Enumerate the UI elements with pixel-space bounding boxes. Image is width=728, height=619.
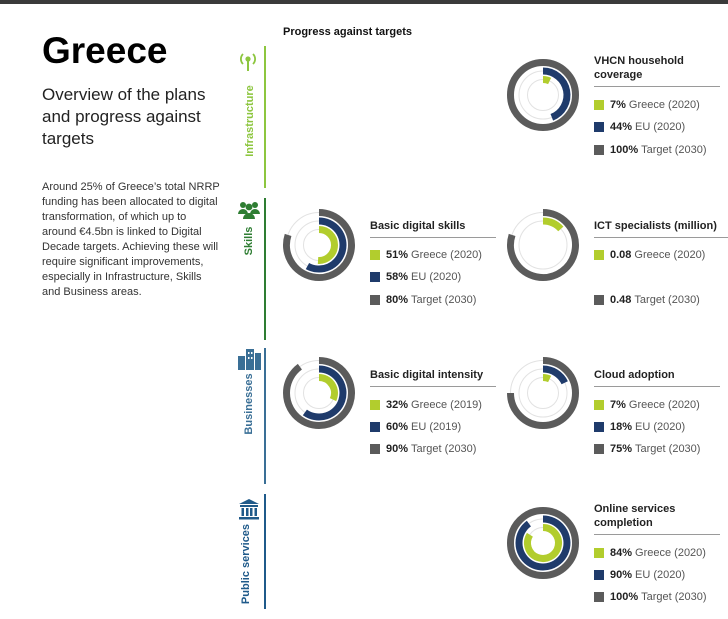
legend-label: Target (2030) [641, 591, 707, 603]
legend-label: EU (2020) [635, 421, 686, 433]
legend-value: 75% [610, 443, 633, 455]
legend-swatch-target [594, 295, 604, 305]
legend-eu [594, 121, 685, 133]
legend-country [370, 249, 482, 261]
legend-eu [370, 271, 461, 283]
chart-online-services [505, 505, 581, 581]
legend-label: EU (2020) [635, 569, 686, 581]
intro-paragraph: Around 25% of Greece’s total NRRP funding has been allocated to digital transformation, of which up to around €4.5bn is linked to Digital Decade targets. Achieving these will require significant improvements, especially in Infrastructure, Skills and Business areas. [42, 181, 220, 298]
category-label-infrastructure: Infrastructure [244, 85, 256, 157]
block-basic-digital-intensity [370, 368, 496, 455]
legend-swatch-country [594, 400, 604, 410]
chart-title: Online services completion [594, 503, 676, 529]
legend-country [594, 547, 706, 559]
ring-arc-greece [543, 378, 550, 379]
category-label-businesses: Businesses [243, 373, 255, 435]
category-rule-businesses [264, 348, 266, 484]
legend-value: 44% [610, 121, 633, 133]
legend-value: 100% [610, 591, 639, 603]
category-rule-public-services [264, 494, 266, 609]
title-divider [594, 534, 720, 535]
legend-value: 7% [610, 99, 626, 111]
legend-swatch-eu [594, 570, 604, 580]
legend-label: Target (2030) [634, 294, 700, 306]
ring-track [528, 378, 559, 409]
category-label-public-services: Public services [240, 523, 252, 605]
category-label-skills: Skills [243, 226, 255, 256]
legend-value: 100% [610, 144, 639, 156]
title-divider [370, 386, 496, 387]
legend-swatch-target [370, 444, 380, 454]
legend-value: 7% [610, 399, 626, 411]
legend-country [370, 399, 482, 411]
legend-target [594, 294, 700, 306]
section-heading: Progress against targets [283, 26, 412, 38]
chart-cloud-adoption [505, 355, 581, 431]
legend-country [594, 249, 705, 261]
block-ict-specialists [594, 219, 728, 306]
legend-label: Greece (2020) [635, 547, 706, 559]
title-divider [594, 386, 720, 387]
block-online-services [594, 502, 720, 603]
top-bar [0, 0, 728, 4]
legend-label: Target (2030) [635, 443, 701, 455]
radial-chart-svg [281, 207, 357, 283]
radial-chart-svg [505, 207, 581, 283]
legend-label: EU (2020) [411, 271, 462, 283]
legend-label: Greece (2020) [628, 99, 700, 111]
ring-track [528, 80, 559, 111]
legend-label: Greece (2020) [628, 399, 700, 411]
legend-swatch-eu [594, 422, 604, 432]
legend-swatch-target [370, 295, 380, 305]
legend-value: 0.08 [610, 249, 632, 261]
ring-arc-greece [543, 80, 550, 81]
radial-chart-svg [505, 57, 581, 133]
legend-label: EU (2019) [411, 421, 462, 433]
chart-ict-specialists [505, 207, 581, 283]
legend-value: 32% [386, 399, 409, 411]
legend-label: EU (2020) [635, 121, 686, 133]
legend-country [594, 99, 700, 111]
legend-swatch-country [370, 250, 380, 260]
legend-label: Target (2030) [411, 294, 477, 306]
legend-label: Greece (2020) [634, 249, 706, 261]
page-subtitle: Overview of the plans and progress against targets [42, 85, 206, 148]
chart-basic-digital-skills [281, 207, 357, 283]
legend-swatch-target [594, 592, 604, 602]
chart-title: Cloud adoption [594, 369, 675, 381]
legend-swatch-country [594, 548, 604, 558]
radial-chart-svg [505, 505, 581, 581]
legend-swatch-country [594, 250, 604, 260]
legend-label: Target (2030) [411, 443, 477, 455]
legend-value: 51% [386, 249, 409, 261]
legend-swatch-country [370, 400, 380, 410]
legend-swatch-target [594, 444, 604, 454]
legend-value: 18% [610, 421, 633, 433]
legend-value: 90% [386, 443, 409, 455]
legend-eu [594, 569, 685, 581]
ring-arc-greece [319, 378, 334, 400]
antenna-icon [237, 50, 259, 72]
chart-title: ICT specialists (million) [594, 220, 717, 232]
legend-value: 60% [386, 421, 409, 433]
legend-target [594, 591, 707, 603]
title-divider [370, 237, 496, 238]
legend-swatch-eu [594, 122, 604, 132]
chart-title: VHCN household coverage [594, 55, 684, 81]
legend-target [370, 443, 476, 455]
chart-title: Basic digital skills [370, 220, 466, 232]
radial-chart-svg [505, 355, 581, 431]
block-basic-digital-skills [370, 219, 496, 306]
legend-target [594, 144, 707, 156]
legend-swatch-eu [370, 272, 380, 282]
chart-basic-digital-intensity [281, 355, 357, 431]
legend-target [594, 443, 700, 455]
ring-arc-greece [318, 230, 334, 261]
block-cloud-adoption [594, 368, 720, 455]
legend-value: 84% [610, 547, 633, 559]
chart-title: Basic digital intensity [370, 369, 484, 381]
legend-swatch-country [594, 100, 604, 110]
block-vhcn-coverage [594, 54, 720, 156]
legend-label: Greece (2019) [411, 399, 482, 411]
title-divider [594, 237, 728, 238]
legend-swatch-target [594, 145, 604, 155]
legend-value: 90% [610, 569, 633, 581]
radial-chart-svg [281, 355, 357, 431]
legend-eu [594, 421, 685, 433]
legend-value: 58% [386, 271, 409, 283]
legend-swatch-eu [370, 422, 380, 432]
legend-value: 80% [386, 294, 409, 306]
legend-value: 0.48 [610, 294, 632, 306]
chart-vhcn-coverage [505, 57, 581, 133]
title-divider [594, 86, 720, 87]
ring-arc-greece [543, 221, 561, 229]
page-title: Greece [42, 30, 168, 71]
legend-country [594, 399, 700, 411]
legend-label: Greece (2020) [411, 249, 482, 261]
legend-target [370, 294, 476, 306]
category-rule-infrastructure [264, 46, 266, 188]
legend-label: Target (2030) [641, 144, 707, 156]
legend-eu [370, 421, 461, 433]
category-rule-skills [264, 198, 266, 340]
